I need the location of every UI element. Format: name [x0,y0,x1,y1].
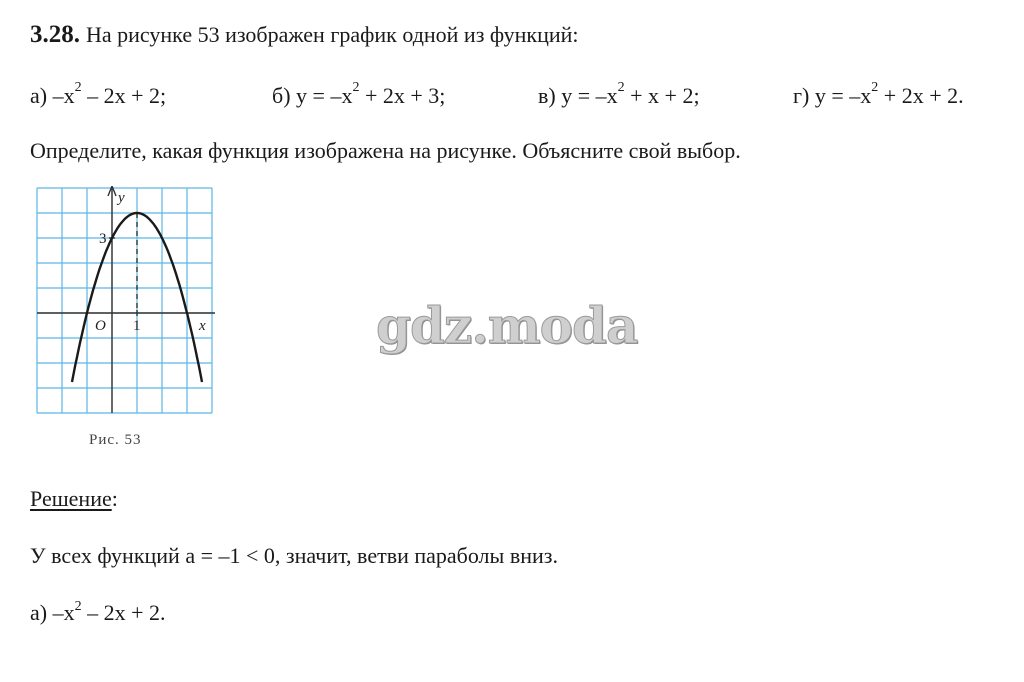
option-v: в) $y = -x^2 + x + 2$; [538,80,700,108]
solution-text: У всех функций a = –1 < 0, значит, ветви параболы вниз. [30,543,558,568]
axis-label-x: x [199,318,206,334]
figure-53 [30,186,215,421]
solution-answer: а) $-x^2 - 2x + 2$. [30,599,166,625]
option-b: б) $y = -x^2 + 2x + 3$; [272,80,446,108]
problem-statement: На рисунке 53 изображен график одной из функций: [86,22,579,47]
solution-heading-text: Решение [30,486,112,511]
axis-label-y: y [118,190,125,206]
solution-heading: Решение: [30,486,118,511]
parabola-plot [30,186,215,416]
figure-caption: Рис. 53 [89,432,142,448]
problem-number: 3.28. [30,21,80,48]
origin-label: O [95,318,106,334]
option-a: а) $-x^2 - 2x + 2$; [30,80,167,108]
problem-title [30,22,579,47]
option-g: г) $y = -x^2 + 2x + 2$. [793,80,964,108]
question-text: Определите, какая функция изображена на рисунке. Объясните свой выбор. [30,138,741,163]
tick-label-y: 3 [99,231,107,247]
watermark: gdz.moda [376,296,638,355]
tick-label-x: 1 [133,318,141,334]
